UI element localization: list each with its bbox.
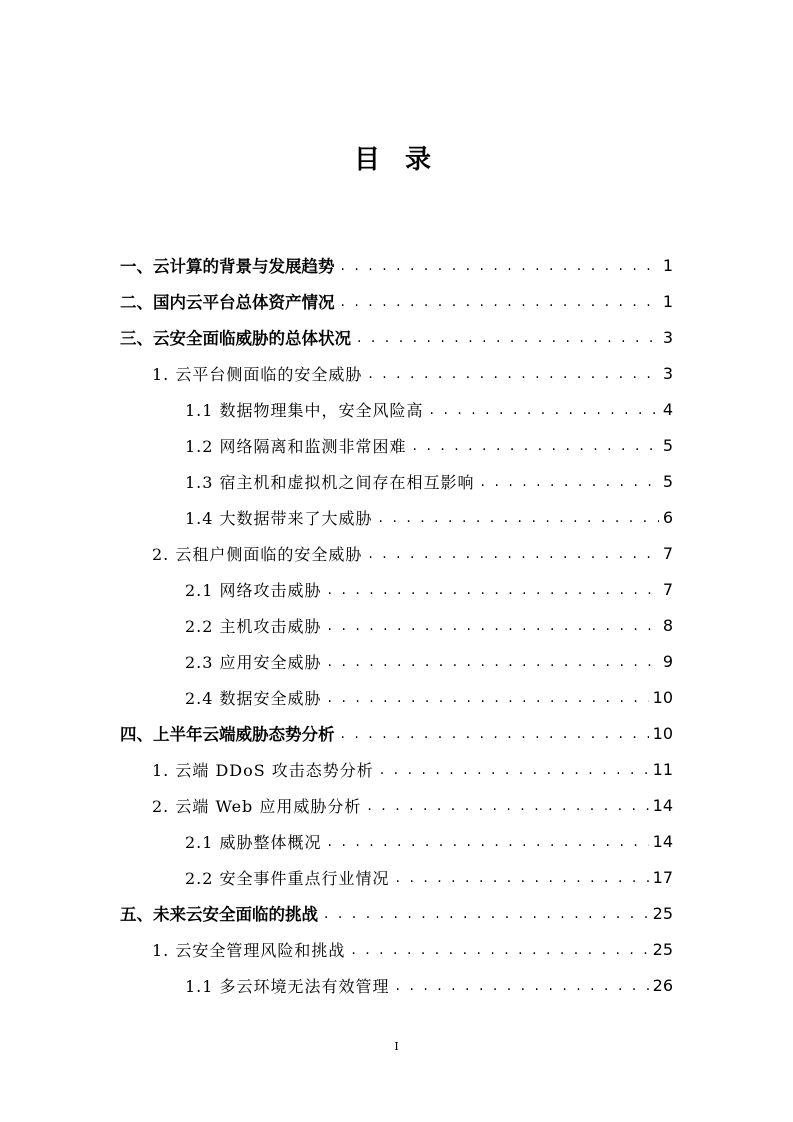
toc-entry-level-3[interactable]: [185, 574, 673, 604]
toc-entry-title: 1.3 宿主机和虚拟机之间存在相互影响: [185, 472, 475, 492]
toc-entry-title: 2.1 网络攻击威胁: [185, 580, 322, 600]
toc-entry-level-2[interactable]: [152, 538, 673, 568]
toc-dot-leader: [430, 402, 659, 418]
toc-entry-title: 五、未来云安全面临的挑战: [120, 905, 318, 924]
toc-entry-page-number: 25: [652, 903, 673, 923]
toc-dot-leader: [324, 906, 649, 922]
toc-entry-page-number: 9: [662, 651, 673, 671]
toc-entry-title: 2.3 应用安全威胁: [185, 652, 322, 672]
toc-entry-page-number: 4: [662, 399, 673, 419]
toc-entry-page-number: 3: [662, 363, 673, 383]
toc-entry-title: 1. 云平台侧面临的安全威胁: [152, 364, 363, 384]
toc-entry-title: 1.4 大数据带来了大威胁: [185, 508, 373, 528]
toc-dot-leader: [328, 654, 659, 670]
toc-entry-title: 2.1 威胁整体概况: [185, 832, 322, 852]
toc-entry-level-1[interactable]: [120, 250, 673, 280]
toc-entry-level-3[interactable]: [185, 610, 673, 640]
page-number-footer: I: [394, 1040, 399, 1053]
toc-entry-page-number: 17: [652, 867, 673, 887]
toc-entry-level-1[interactable]: [120, 322, 673, 352]
toc-entry-level-3[interactable]: [185, 826, 673, 856]
toc-entry-level-2[interactable]: [152, 934, 673, 964]
toc-entry-title: 2. 云租户侧面临的安全威胁: [152, 544, 363, 564]
toc-entry-page-number: 1: [662, 291, 673, 311]
toc-entry-title: 三、云安全面临威胁的总体状况: [120, 329, 351, 348]
toc-entry-level-2[interactable]: [152, 754, 673, 784]
toc-dot-leader: [341, 258, 659, 274]
toc-entry-level-1[interactable]: [120, 898, 673, 928]
toc-dot-leader: [357, 330, 659, 346]
toc-entry-title: 1.1 数据物理集中，安全风险高: [185, 400, 424, 420]
toc-entry-title: 1.1 多云环境无法有效管理: [185, 976, 390, 996]
toc-entry-level-1[interactable]: [120, 286, 673, 316]
toc-dot-leader: [413, 438, 659, 454]
toc-entry-level-2[interactable]: [152, 790, 673, 820]
toc-dot-leader: [368, 366, 658, 382]
toc-dot-leader: [341, 726, 649, 742]
toc-entry-level-3[interactable]: [185, 970, 673, 1000]
toc-entry-level-3[interactable]: [185, 430, 673, 460]
toc-entry-level-3[interactable]: [185, 646, 673, 676]
toc-dot-leader: [396, 870, 649, 886]
toc-entry-level-3[interactable]: [185, 502, 673, 532]
toc-entry-page-number: 5: [662, 435, 673, 455]
toc-entry-page-number: 14: [652, 795, 673, 815]
toc-entry-page-number: 25: [652, 939, 673, 959]
toc-entry-title: 1. 云端 DDoS 攻击态势分析: [152, 760, 374, 780]
toc-entry-page-number: 11: [652, 759, 673, 779]
toc-entry-title: 四、上半年云端威胁态势分析: [120, 725, 335, 744]
toc-dot-leader: [328, 582, 659, 598]
toc-entry-page-number: 8: [662, 615, 673, 635]
toc-entry-page-number: 7: [662, 543, 673, 563]
toc-entry-level-2[interactable]: [152, 358, 673, 388]
toc-entry-title: 2.4 数据安全威胁: [185, 688, 322, 708]
toc-entry-level-3[interactable]: [185, 394, 673, 424]
toc-entry-title: 2.2 主机攻击威胁: [185, 616, 322, 636]
toc-entry-level-3[interactable]: [185, 466, 673, 496]
toc-entry-level-1[interactable]: [120, 718, 673, 748]
toc-entry-page-number: 10: [652, 687, 673, 707]
toc-dot-leader: [368, 546, 658, 562]
toc-entry-page-number: 5: [662, 471, 673, 491]
toc-dot-leader: [351, 942, 648, 958]
toc-entry-title: 1.2 网络隔离和监测非常困难: [185, 436, 407, 456]
toc-entry-page-number: 6: [662, 507, 673, 527]
toc-entry-page-number: 7: [662, 579, 673, 599]
toc-entry-title: 2. 云端 Web 应用威胁分析: [152, 796, 362, 816]
toc-entry-page-number: 3: [662, 327, 673, 347]
toc-entry-page-number: 26: [652, 975, 673, 995]
toc-entry-title: 二、国内云平台总体资产情况: [120, 293, 335, 312]
toc-entry-title: 2.2 安全事件重点行业情况: [185, 868, 390, 888]
toc-entry-title: 一、云计算的背景与发展趋势: [120, 257, 335, 276]
toc-entry-level-3[interactable]: [185, 682, 673, 712]
toc-dot-leader: [328, 618, 659, 634]
toc-dot-leader: [328, 690, 649, 706]
toc-entry-level-3[interactable]: [185, 862, 673, 892]
toc-entry-title: 1. 云安全管理风险和挑战: [152, 940, 346, 960]
toc-dot-leader: [379, 510, 659, 526]
toc-dot-leader: [396, 978, 649, 994]
toc-dot-leader: [328, 834, 649, 850]
toc-dot-leader: [341, 294, 659, 310]
toc-title: 目 录: [353, 145, 440, 175]
toc-entry-page-number: 10: [652, 723, 673, 743]
toc-dot-leader: [380, 762, 649, 778]
toc-entry-page-number: 1: [662, 255, 673, 275]
toc-dot-leader: [481, 474, 659, 490]
toc-dot-leader: [367, 798, 648, 814]
toc-entry-page-number: 14: [652, 831, 673, 851]
